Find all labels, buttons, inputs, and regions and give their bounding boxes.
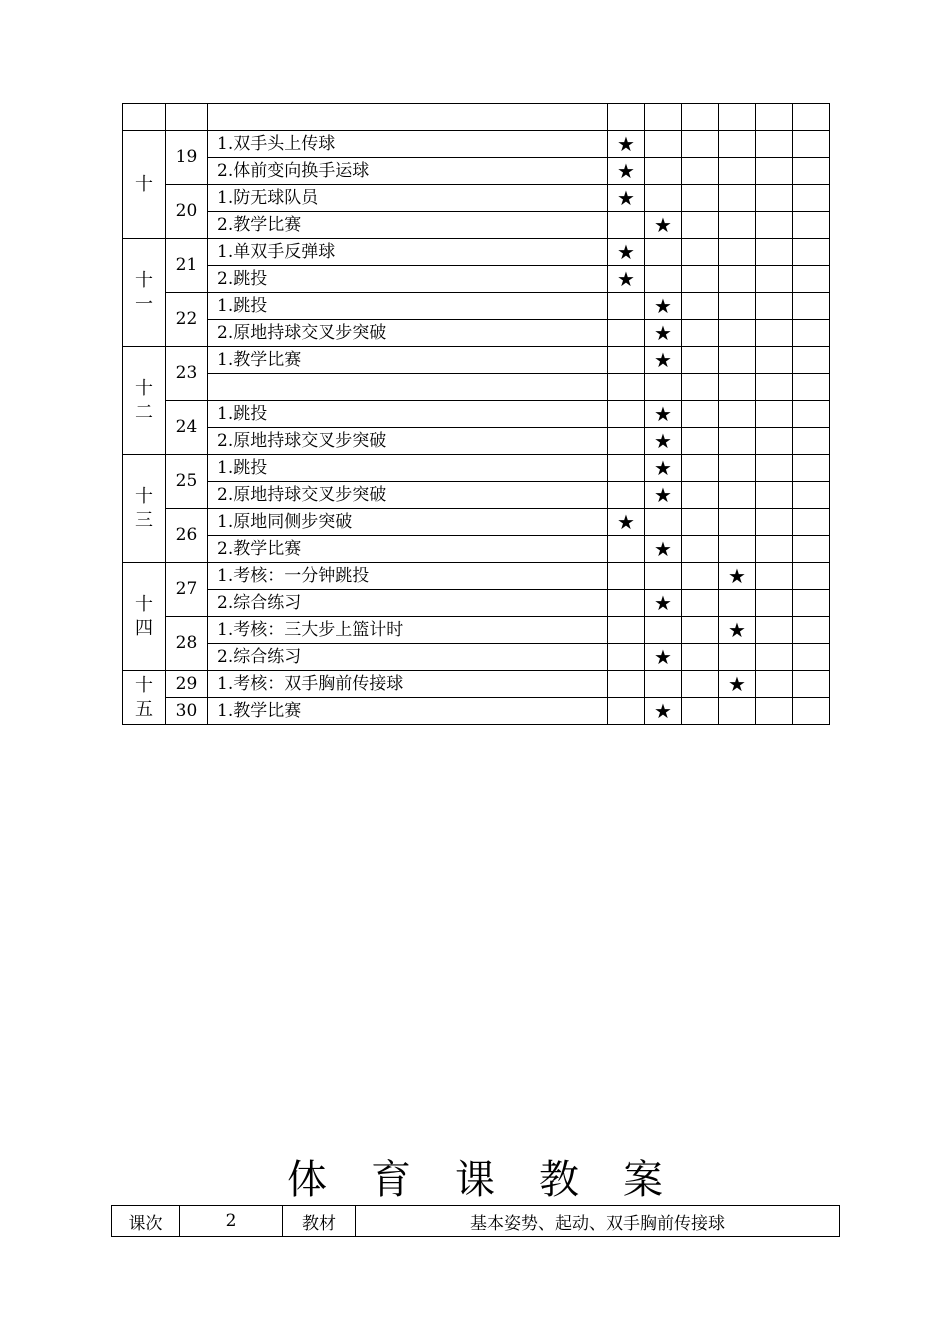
mark-cell [793, 239, 830, 266]
mark-cell [608, 401, 645, 428]
mark-cell [645, 266, 682, 293]
mark-cell [793, 455, 830, 482]
star-mark: ★ [645, 698, 682, 725]
mark-cell [608, 455, 645, 482]
mark-cell [719, 320, 756, 347]
star-mark: ★ [645, 428, 682, 455]
mark-cell [793, 428, 830, 455]
mark-cell [719, 590, 756, 617]
mark-cell [719, 482, 756, 509]
lesson-content: 1.原地同侧步突破 [208, 509, 608, 536]
mark-cell [645, 617, 682, 644]
mark-cell [682, 536, 719, 563]
mark-cell [608, 293, 645, 320]
star-mark: ★ [719, 617, 756, 644]
star-mark: ★ [608, 158, 645, 185]
table-row [123, 644, 830, 671]
mark-cell [719, 185, 756, 212]
mark-cell [682, 698, 719, 725]
lesson-content: 2.跳投 [208, 266, 608, 293]
mark-cell [682, 239, 719, 266]
table-row [123, 131, 830, 158]
mark-cell [793, 590, 830, 617]
mark-cell [756, 212, 793, 239]
mark-cell [645, 563, 682, 590]
header-cell [166, 104, 208, 131]
mark-cell [719, 401, 756, 428]
lesson-number: 24 [166, 401, 208, 455]
lesson-content: 1.跳投 [208, 455, 608, 482]
mark-cell [756, 239, 793, 266]
star-mark: ★ [608, 239, 645, 266]
lesson-content: 1.教学比赛 [208, 698, 608, 725]
mark-cell [793, 293, 830, 320]
mark-cell [719, 347, 756, 374]
mark-cell [682, 563, 719, 590]
star-mark: ★ [645, 293, 682, 320]
week-number: 十 二 [123, 347, 166, 455]
mark-cell [793, 698, 830, 725]
lesson-number-label: 课次 [112, 1206, 180, 1237]
mark-cell [682, 212, 719, 239]
lesson-content: 1.教学比赛 [208, 347, 608, 374]
mark-cell [682, 428, 719, 455]
week-number: 十 [123, 131, 166, 239]
mark-cell [719, 374, 756, 401]
mark-cell [608, 617, 645, 644]
mark-cell [793, 509, 830, 536]
lesson-number: 20 [166, 185, 208, 239]
lesson-content [208, 374, 608, 401]
star-mark: ★ [719, 563, 756, 590]
mark-cell [608, 671, 645, 698]
table-row [123, 536, 830, 563]
lesson-content: 2.教学比赛 [208, 536, 608, 563]
mark-cell [793, 374, 830, 401]
mark-cell [793, 158, 830, 185]
mark-cell [793, 644, 830, 671]
material-value: 基本姿势、起动、双手胸前传接球 [356, 1206, 840, 1237]
mark-cell [793, 347, 830, 374]
lesson-number: 23 [166, 347, 208, 401]
mark-cell [793, 131, 830, 158]
mark-cell [608, 698, 645, 725]
lesson-content: 1.单双手反弹球 [208, 239, 608, 266]
table-row [123, 320, 830, 347]
mark-cell [608, 590, 645, 617]
mark-cell [682, 131, 719, 158]
mark-cell [608, 212, 645, 239]
mark-cell [719, 644, 756, 671]
lesson-number: 21 [166, 239, 208, 293]
lesson-content: 1.考核：双手胸前传接球 [208, 671, 608, 698]
table-row [123, 347, 830, 374]
lesson-content: 2.原地持球交叉步突破 [208, 482, 608, 509]
mark-cell [756, 374, 793, 401]
header-row [123, 104, 830, 131]
table-row [123, 563, 830, 590]
table-row [123, 212, 830, 239]
info-row [112, 1206, 840, 1237]
mark-cell [645, 509, 682, 536]
lesson-number: 30 [166, 698, 208, 725]
mark-cell [719, 509, 756, 536]
lesson-content: 1.跳投 [208, 293, 608, 320]
star-mark: ★ [645, 482, 682, 509]
table-row [123, 428, 830, 455]
lesson-content: 1.考核：一分钟跳投 [208, 563, 608, 590]
mark-cell [608, 374, 645, 401]
lesson-number: 25 [166, 455, 208, 509]
mark-cell [719, 131, 756, 158]
header-cell [208, 104, 608, 131]
lesson-number: 22 [166, 293, 208, 347]
mark-cell [682, 266, 719, 293]
mark-cell [682, 158, 719, 185]
page-title: 体育课教案 [287, 1157, 707, 1203]
mark-cell [756, 428, 793, 455]
mark-cell [682, 509, 719, 536]
table-row [123, 293, 830, 320]
week-number: 十 四 [123, 563, 166, 671]
mark-cell [719, 266, 756, 293]
mark-cell [608, 320, 645, 347]
mark-cell [756, 482, 793, 509]
mark-cell [608, 428, 645, 455]
mark-cell [719, 239, 756, 266]
lesson-content: 1.双手头上传球 [208, 131, 608, 158]
lesson-number: 29 [166, 671, 208, 698]
star-mark: ★ [608, 509, 645, 536]
table-row [123, 401, 830, 428]
lesson-content: 2.原地持球交叉步突破 [208, 428, 608, 455]
header-cell [645, 104, 682, 131]
mark-cell [608, 347, 645, 374]
mark-cell [756, 293, 793, 320]
mark-cell [756, 455, 793, 482]
mark-cell [756, 644, 793, 671]
mark-cell [719, 212, 756, 239]
star-mark: ★ [645, 536, 682, 563]
lesson-content: 1.考核：三大步上篮计时 [208, 617, 608, 644]
schedule-table [122, 103, 830, 725]
mark-cell [608, 563, 645, 590]
mark-cell [793, 320, 830, 347]
mark-cell [756, 131, 793, 158]
table-row [123, 185, 830, 212]
mark-cell [793, 212, 830, 239]
header-cell [682, 104, 719, 131]
star-mark: ★ [645, 590, 682, 617]
mark-cell [682, 185, 719, 212]
table-row [123, 239, 830, 266]
mark-cell [756, 320, 793, 347]
mark-cell [682, 617, 719, 644]
mark-cell [756, 590, 793, 617]
mark-cell [793, 482, 830, 509]
material-label: 教材 [283, 1206, 356, 1237]
mark-cell [682, 644, 719, 671]
mark-cell [645, 131, 682, 158]
header-cell [608, 104, 645, 131]
lesson-content: 2.综合练习 [208, 590, 608, 617]
mark-cell [793, 266, 830, 293]
star-mark: ★ [608, 185, 645, 212]
lesson-content: 2.原地持球交叉步突破 [208, 320, 608, 347]
header-cell [123, 104, 166, 131]
mark-cell [608, 482, 645, 509]
mark-cell [756, 617, 793, 644]
mark-cell [682, 401, 719, 428]
mark-cell [756, 347, 793, 374]
mark-cell [645, 158, 682, 185]
star-mark: ★ [608, 266, 645, 293]
mark-cell [682, 671, 719, 698]
table-row [123, 482, 830, 509]
lesson-number: 19 [166, 131, 208, 185]
star-mark: ★ [645, 212, 682, 239]
mark-cell [608, 536, 645, 563]
mark-cell [719, 428, 756, 455]
lesson-number: 26 [166, 509, 208, 563]
mark-cell [645, 374, 682, 401]
lesson-content: 2.综合练习 [208, 644, 608, 671]
lesson-info-table [111, 1205, 840, 1237]
mark-cell [608, 644, 645, 671]
table-row [123, 158, 830, 185]
mark-cell [719, 158, 756, 185]
mark-cell [645, 671, 682, 698]
mark-cell [682, 347, 719, 374]
week-number: 十 五 [123, 671, 166, 725]
mark-cell [682, 320, 719, 347]
mark-cell [756, 671, 793, 698]
mark-cell [645, 239, 682, 266]
mark-cell [756, 401, 793, 428]
star-mark: ★ [645, 320, 682, 347]
mark-cell [756, 158, 793, 185]
table-row [123, 266, 830, 293]
mark-cell [719, 698, 756, 725]
mark-cell [682, 374, 719, 401]
table-row [123, 671, 830, 698]
table-row [123, 509, 830, 536]
mark-cell [756, 698, 793, 725]
star-mark: ★ [645, 347, 682, 374]
star-mark: ★ [645, 455, 682, 482]
table-row [123, 698, 830, 725]
mark-cell [756, 509, 793, 536]
mark-cell [756, 536, 793, 563]
lesson-number: 28 [166, 617, 208, 671]
lesson-number: 27 [166, 563, 208, 617]
mark-cell [719, 455, 756, 482]
week-number: 十 三 [123, 455, 166, 563]
mark-cell [719, 293, 756, 320]
star-mark: ★ [645, 644, 682, 671]
mark-cell [756, 185, 793, 212]
header-cell [719, 104, 756, 131]
lesson-number-value: 2 [180, 1206, 283, 1237]
mark-cell [682, 455, 719, 482]
mark-cell [793, 671, 830, 698]
week-number: 十 一 [123, 239, 166, 347]
mark-cell [756, 563, 793, 590]
mark-cell [793, 185, 830, 212]
mark-cell [793, 617, 830, 644]
mark-cell [682, 590, 719, 617]
mark-cell [719, 536, 756, 563]
table-row [123, 374, 830, 401]
lesson-content: 1.防无球队员 [208, 185, 608, 212]
table-row [123, 617, 830, 644]
header-cell [756, 104, 793, 131]
lesson-content: 2.教学比赛 [208, 212, 608, 239]
star-mark: ★ [719, 671, 756, 698]
mark-cell [682, 482, 719, 509]
mark-cell [682, 293, 719, 320]
header-cell [793, 104, 830, 131]
star-mark: ★ [645, 401, 682, 428]
mark-cell [793, 536, 830, 563]
star-mark: ★ [608, 131, 645, 158]
mark-cell [793, 401, 830, 428]
mark-cell [756, 266, 793, 293]
table-row [123, 455, 830, 482]
mark-cell [793, 563, 830, 590]
table-row [123, 590, 830, 617]
mark-cell [645, 185, 682, 212]
lesson-content: 2.体前变向换手运球 [208, 158, 608, 185]
lesson-content: 1.跳投 [208, 401, 608, 428]
